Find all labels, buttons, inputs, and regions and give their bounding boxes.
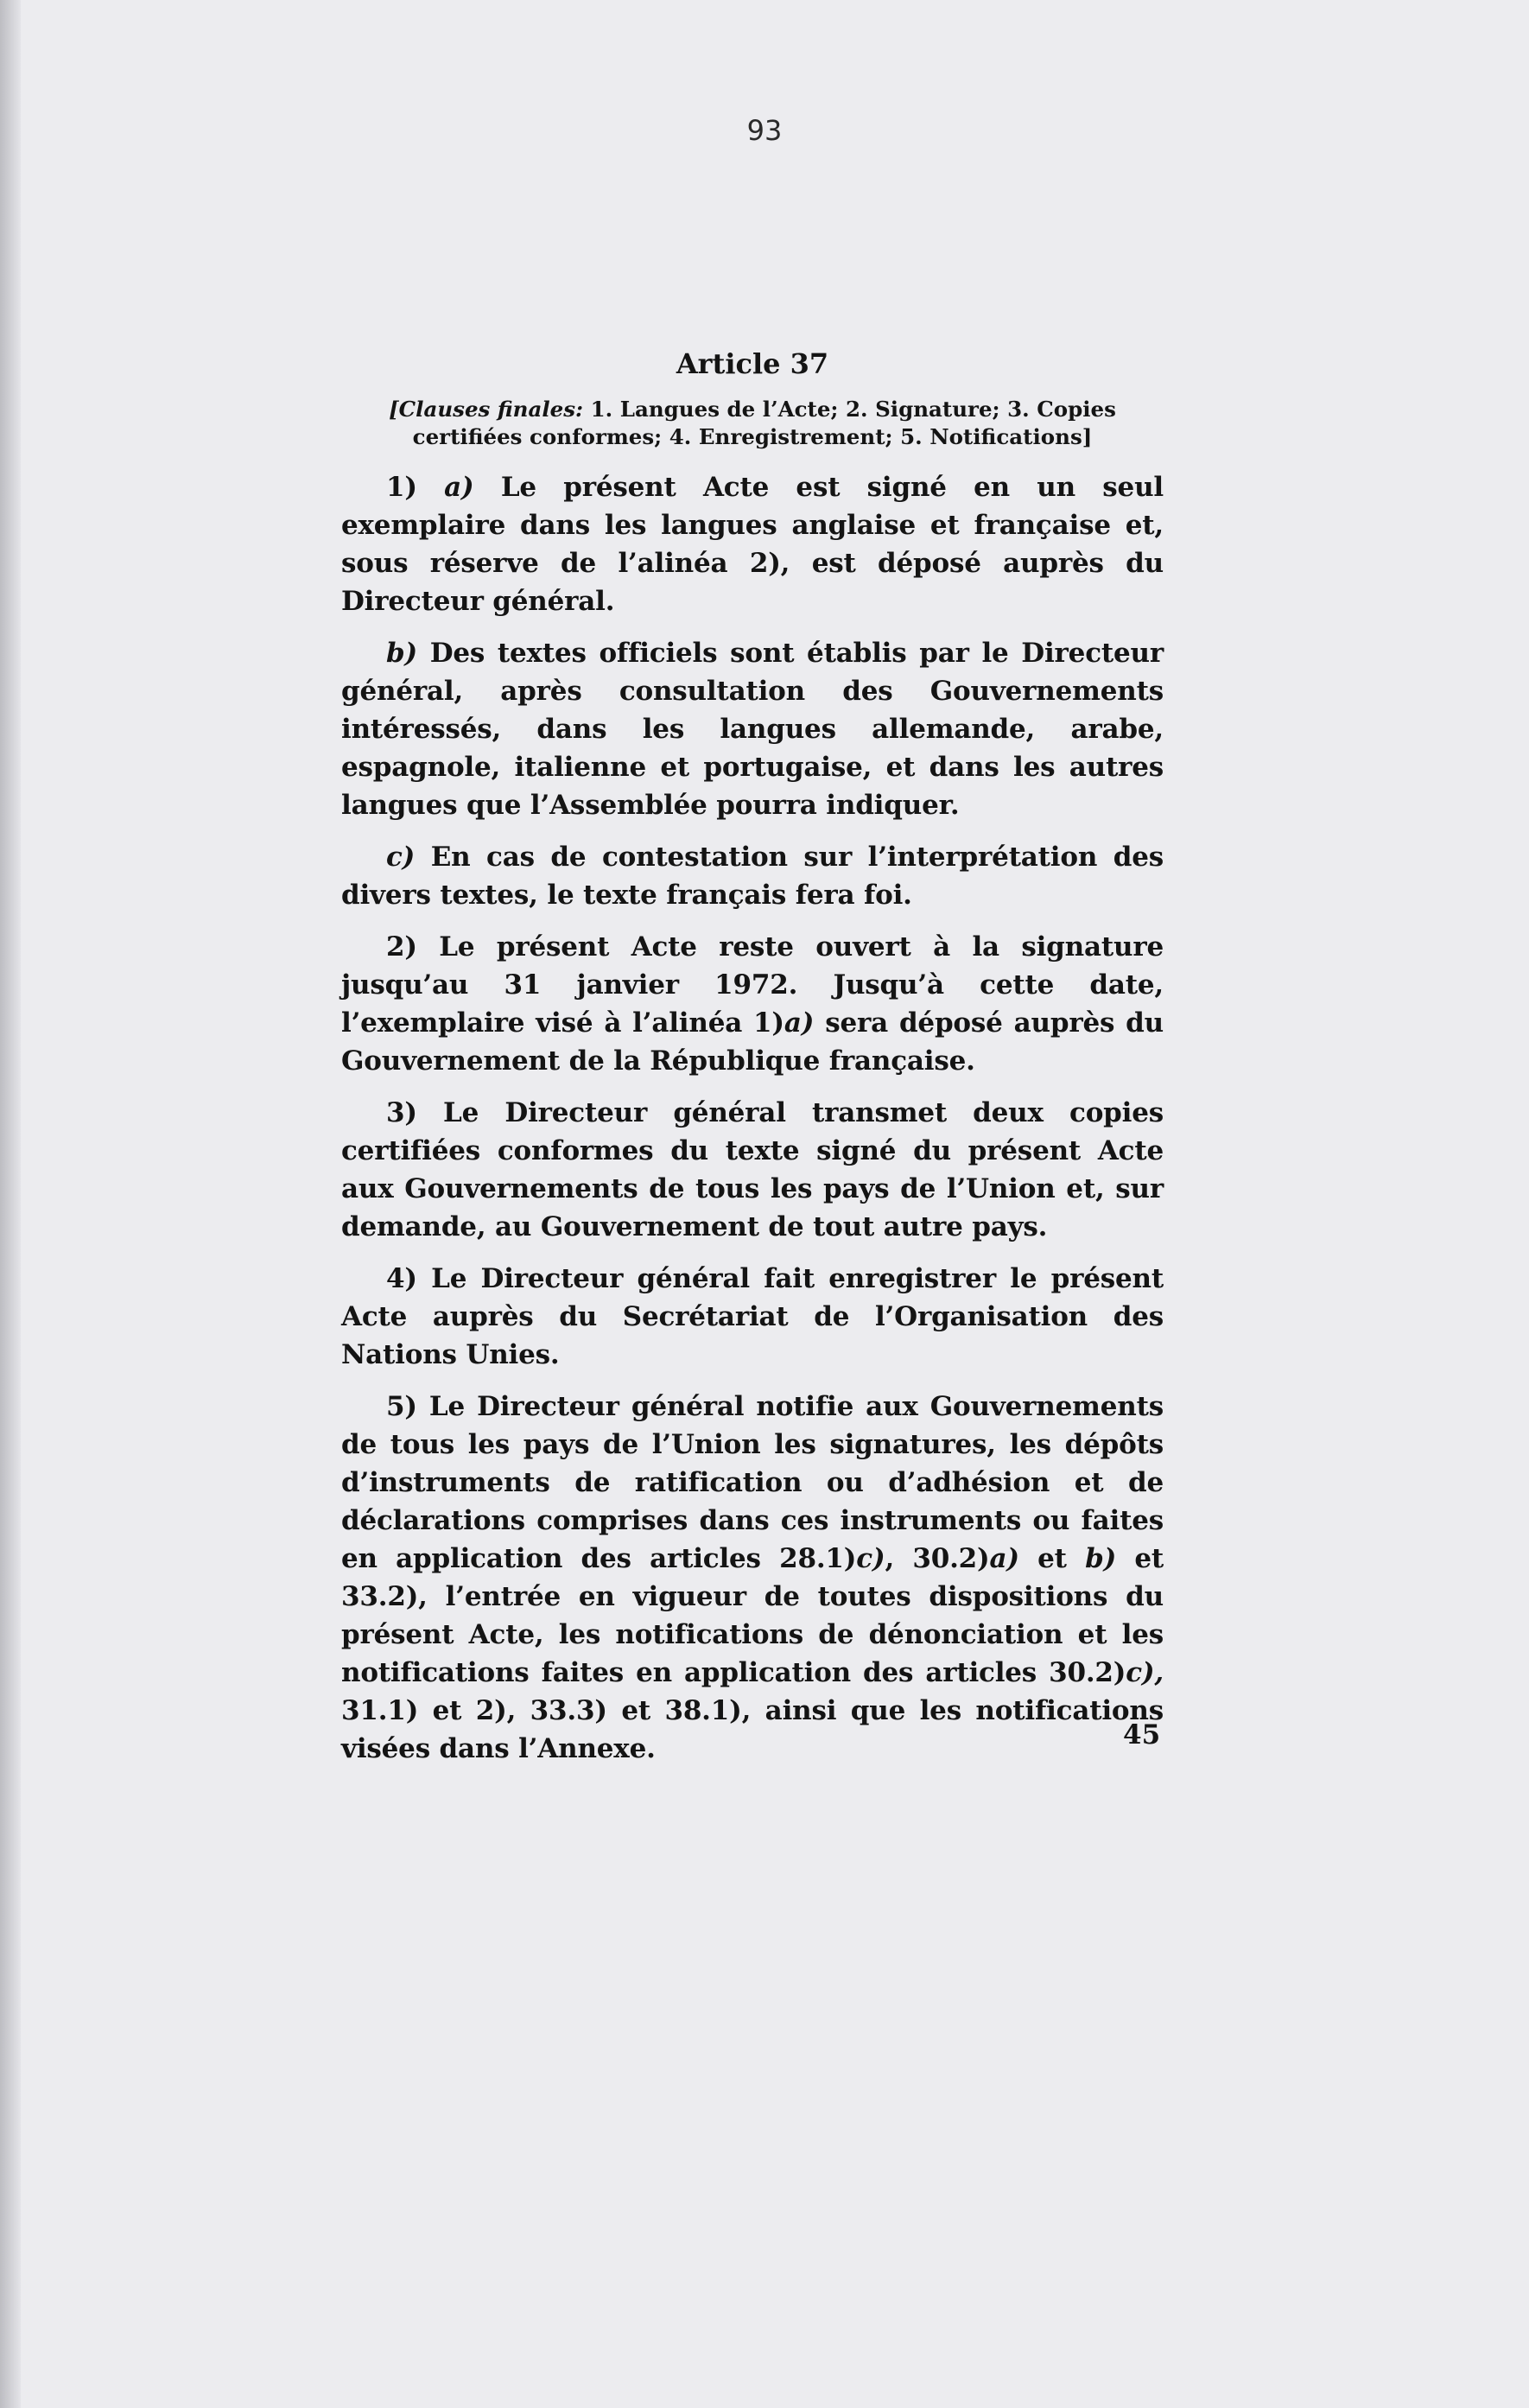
summary-text: 1. Langues de l’Acte; 2. Signature; 3. Copies certifiées conformes; 4. Enregistrement; 5. Notifications] [412, 397, 1116, 449]
article-title: Article 37 [676, 347, 829, 380]
paragraph-1b [341, 634, 1164, 824]
paragraph-1c [341, 838, 1164, 914]
subparagraph-letter: a) [989, 1543, 1019, 1574]
paragraph-5 [341, 1388, 1164, 1768]
subparagraph-letter: c), [1126, 1657, 1164, 1688]
subparagraph-letter: c) [856, 1543, 885, 1574]
article-body [341, 347, 1164, 1782]
paragraph-text: Le présent Acte est signé en un seul exemplaire dans les langues anglaise et française et, sous réserve de l’alinéa 2), est déposé auprès du Directeur général. [341, 472, 1164, 617]
paragraph-text: Des textes officiels sont établis par le Directeur général, après consultation des Gouvernements intéressés, dans les langues allemande, arabe, espagnole, italienne et portugaise, et dans les autres langues que l’Assemblée pourra indiquer. [341, 638, 1164, 821]
paragraph-text-cont: et 33.2), l’entrée en vigueur de toutes dispositions du présent Acte, les notifications de dénonciation et les notifications faites en application des articles 30.2) [341, 1543, 1164, 1688]
paragraph-text-cont: , 30.2) [885, 1543, 990, 1574]
subparagraph-letter: c) [386, 842, 416, 873]
paragraph-number: 1) [386, 472, 445, 503]
paragraph-text-cont: sera déposé auprès du Gouvernement de la République française. [341, 1007, 1164, 1077]
subparagraph-letter: a) [444, 472, 474, 503]
summary-lead: [Clauses finales: [389, 397, 584, 422]
subparagraph-letter: a) [784, 1007, 815, 1039]
paragraph-text: 2) Le présent Acte reste ouvert à la signature jusqu’au 31 janvier 1972. Jusqu’à cette date, l’exemplaire visé à l’alinéa 1) [341, 931, 1164, 1039]
paragraph-text: En cas de contestation sur l’interprétation des divers textes, le texte français fera foi. [341, 842, 1164, 911]
paragraph-text-cont: 31.1) et 2), 33.3) et 38.1), ainsi que les notifications visées dans l’Annexe. [341, 1695, 1164, 1764]
paragraph-4: 4) Le Directeur général fait enregistrer le présent Acte auprès du Secrétariat de l’Organisation des Nations Unies. [341, 1263, 1164, 1370]
subparagraph-letter: b) [386, 638, 417, 669]
paragraph-text-cont: et [1018, 1543, 1086, 1574]
original-page-number: 45 [1123, 1719, 1161, 1750]
page-gutter-shadow [0, 0, 21, 2408]
paragraph-1a [341, 468, 1164, 620]
paragraph-text: 5) Le Directeur général notifie aux Gouvernements de tous les pays de l’Union les signatures, les dépôts d’instruments de ratification ou d’adhésion et de déclarations comprises dans ces instruments ou faites en application des articles 28.1) [341, 1391, 1164, 1574]
article-summary [341, 396, 1164, 451]
paragraph-3: 3) Le Directeur général transmet deux copies certifiées conformes du texte signé du présent Acte aux Gouvernements de tous les pays de l’Union et, sur demande, au Gouvernement de tout autre pays. [341, 1097, 1164, 1242]
paragraph-2 [341, 928, 1164, 1080]
page-number: 93 [746, 114, 783, 147]
subparagraph-letter: b) [1085, 1543, 1117, 1574]
